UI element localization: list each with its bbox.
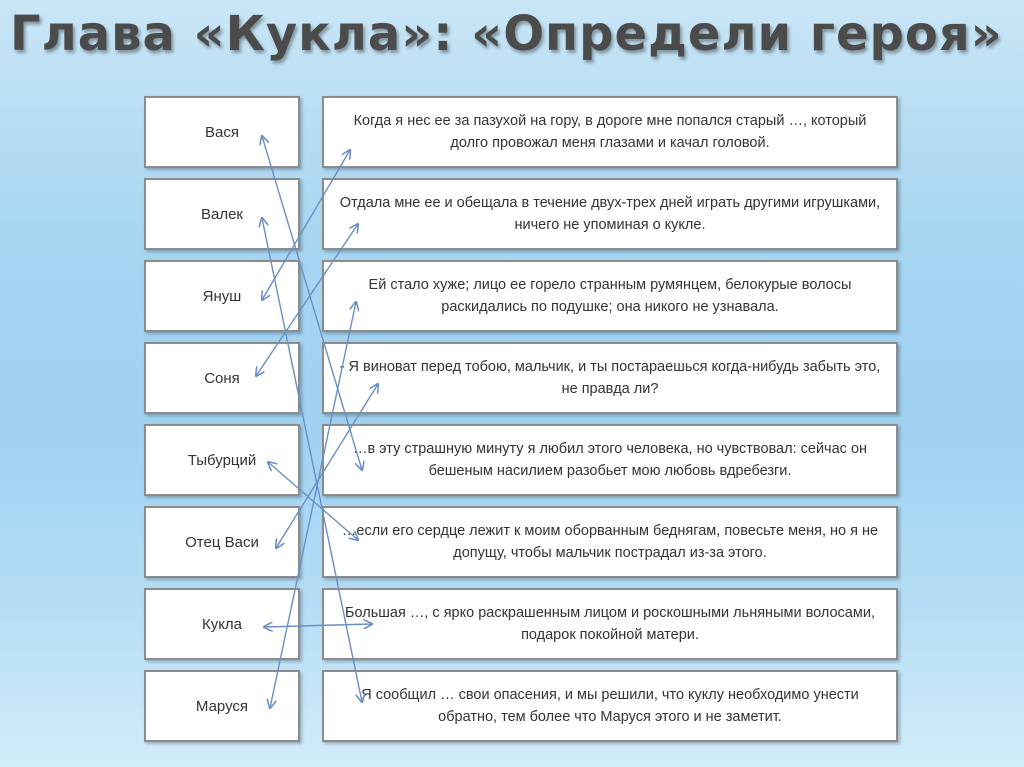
hero-box-vasya[interactable]: Вася [144,96,300,168]
quote-box-3[interactable]: Ей стало хуже; лицо ее горело странным румянцем, белокурые волосы раскидались по подушке; она никого не узнавала. [322,260,898,332]
hero-box-father[interactable]: Отец Васи [144,506,300,578]
quote-box-6[interactable]: …если его сердце лежит к моим оборванным беднягам, повесьте меня, но я не допущу, чтобы мальчик пострадал из-за этого. [322,506,898,578]
quote-box-8[interactable]: Я сообщил … свои опасения, и мы решили, что куклу необходимо унести обратно, тем более что Маруся этого и не заметит. [322,670,898,742]
page-title: Глава «Кукла»: «Определи героя» [10,6,1003,62]
quote-box-5[interactable]: …в эту страшную минуту я любил этого человека, но чувствовал: сейчас он бешеным насилием разобьет мою любовь вдребезги. [322,424,898,496]
hero-box-sonya[interactable]: Соня [144,342,300,414]
quote-box-1[interactable]: Когда я нес ее за пазухой на гору, в дороге мне попался старый …, который долго провожал меня глазами и качал головой. [322,96,898,168]
quote-box-7[interactable]: Большая …, с ярко раскрашенным лицом и роскошными льняными волосами, подарок покойной матери. [322,588,898,660]
quote-box-2[interactable]: Отдала мне ее и обещала в течение двух-трех дней играть другими игрушками, ничего не упоминая о кукле. [322,178,898,250]
hero-box-yanush[interactable]: Януш [144,260,300,332]
hero-box-tyburtsiy[interactable]: Тыбурций [144,424,300,496]
quote-box-4[interactable]: - Я виноват перед тобою, мальчик, и ты постараешься когда-нибудь забыть это, не правда ли? [322,342,898,414]
hero-box-marusya[interactable]: Маруся [144,670,300,742]
hero-box-valek[interactable]: Валек [144,178,300,250]
hero-box-doll[interactable]: Кукла [144,588,300,660]
